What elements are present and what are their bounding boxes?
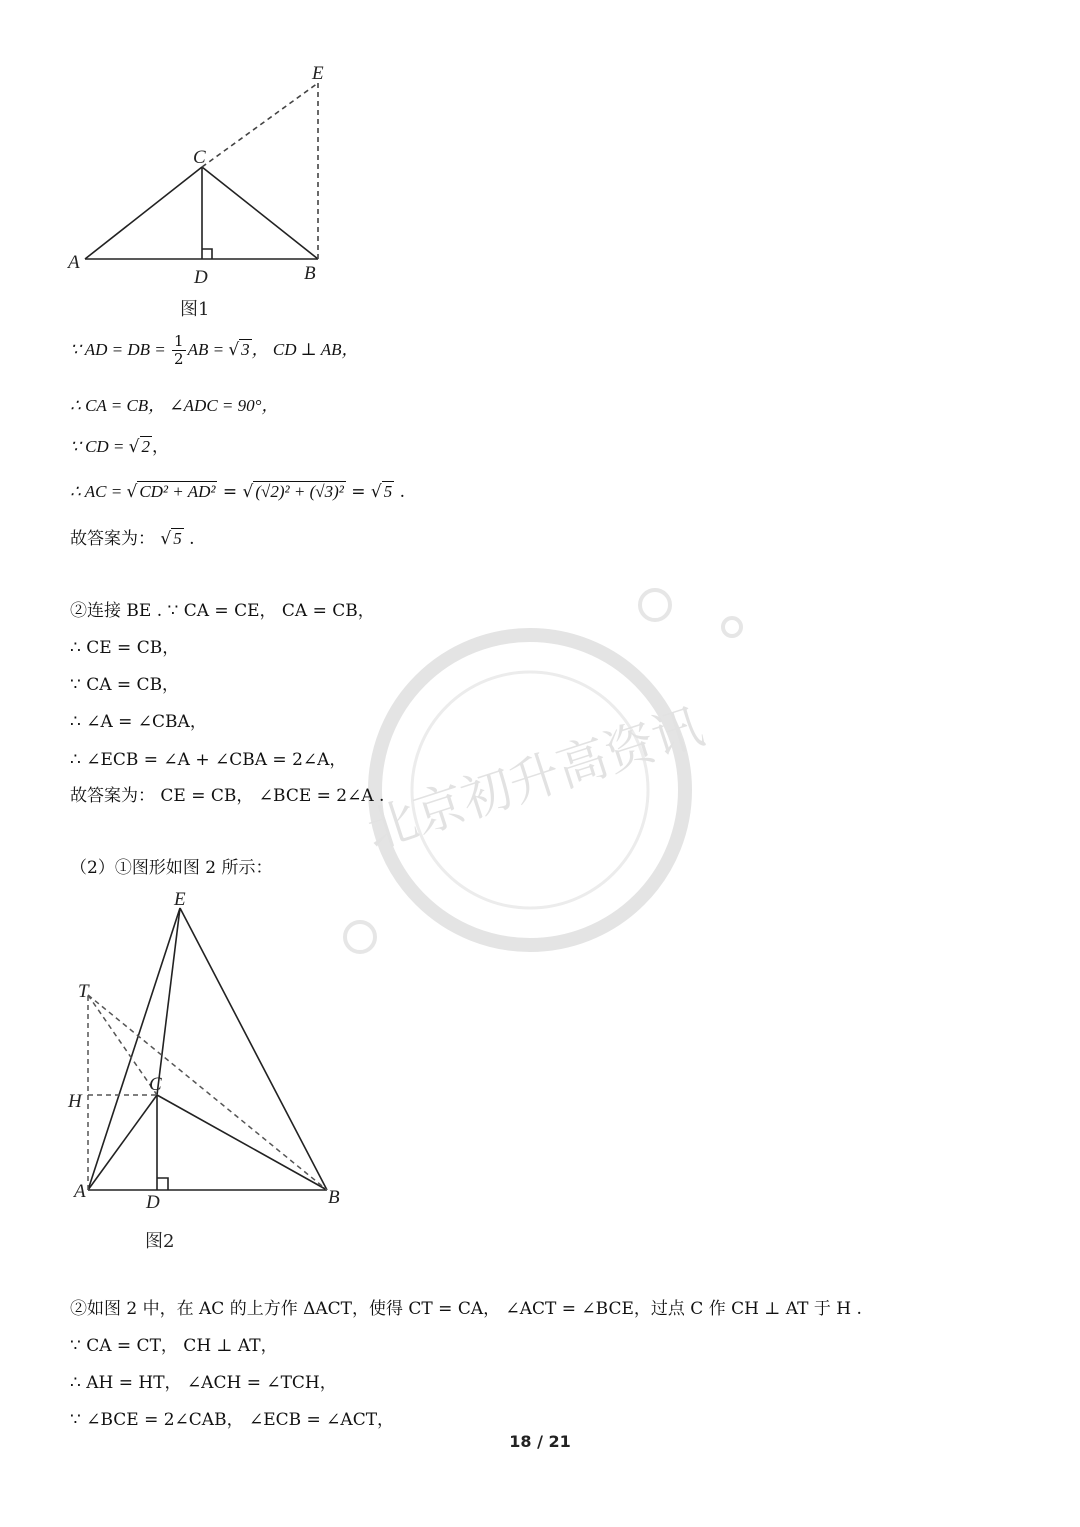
fraction-one-half: $\frac{1}{2}$: [174, 332, 184, 368]
fig2-label-a: A: [74, 1181, 86, 1202]
solution-line-6: ②连接 BE . ∵ CA = CE， CA = CB，: [70, 601, 375, 621]
solution-line-4: ∴ AC = √ CD² + AD² = √ (√2)² + (√3)² = √ 5 .: [70, 482, 406, 502]
current-page: 18: [509, 1432, 532, 1451]
total-pages: 21: [548, 1432, 571, 1451]
solution-line-14: ∵ CA = CT， CH ⊥ AT，: [70, 1336, 278, 1356]
solution-line-11: 故答案为： CE = CB， ∠BCE = 2∠A .: [70, 786, 385, 806]
solution-line-3: ∵ CD = √ 2 ，: [70, 437, 169, 457]
solution-line-2: ∴ CA = CB， ∠ADC = 90°，: [70, 396, 279, 415]
watermark-text: 北京初升高资讯: [359, 697, 711, 861]
solution-line-13: ②如图 2 中，在 AC 的上方作 ΔACT，使得 CT = CA， ∠ACT = ∠BCE，过点 C 作 CH ⊥ AT 于 H .: [70, 1299, 862, 1319]
figure-2-caption: 图2: [145, 1231, 175, 1252]
fig1-label-b: B: [304, 263, 316, 284]
fig2-label-d: D: [146, 1192, 160, 1213]
watermark: [330, 580, 750, 1000]
figure-1-caption: 图1: [180, 299, 210, 320]
fig1-label-e: E: [312, 63, 324, 84]
solution-line-7: ∴ CE = CB，: [70, 638, 180, 658]
fig2-label-t: T: [78, 981, 89, 1002]
solution-line-10: ∴ ∠ECB = ∠A + ∠CBA = 2∠A，: [70, 750, 347, 770]
figure-2: [60, 885, 360, 1215]
page-number: 18 / 21: [509, 1432, 571, 1451]
fig1-label-d: D: [194, 267, 208, 288]
fig2-label-e: E: [174, 889, 186, 910]
fig1-label-a: A: [68, 252, 80, 273]
solution-line-8: ∵ CA = CB，: [70, 675, 180, 695]
figure-1: [60, 55, 350, 295]
solution-line-9: ∴ ∠A = ∠CBA，: [70, 712, 207, 732]
solution-line-12: （2）①图形如图 2 所示：: [70, 858, 273, 878]
fig2-label-c: C: [149, 1074, 162, 1095]
fig2-label-h: H: [68, 1091, 82, 1112]
solution-line-15: ∴ AH = HT， ∠ACH = ∠TCH，: [70, 1373, 337, 1393]
solution-line-16: ∵ ∠BCE = 2∠CAB， ∠ECB = ∠ACT，: [70, 1410, 395, 1430]
solution-line-1: ∵ AD = DB = $\frac{1}{2}$ AB = √ 3 ， CD ⊥ AB，: [70, 332, 359, 368]
fig1-label-c: C: [193, 147, 206, 168]
fig2-label-b: B: [328, 1187, 340, 1208]
solution-line-5: 故答案为： √ 5 .: [70, 529, 195, 549]
